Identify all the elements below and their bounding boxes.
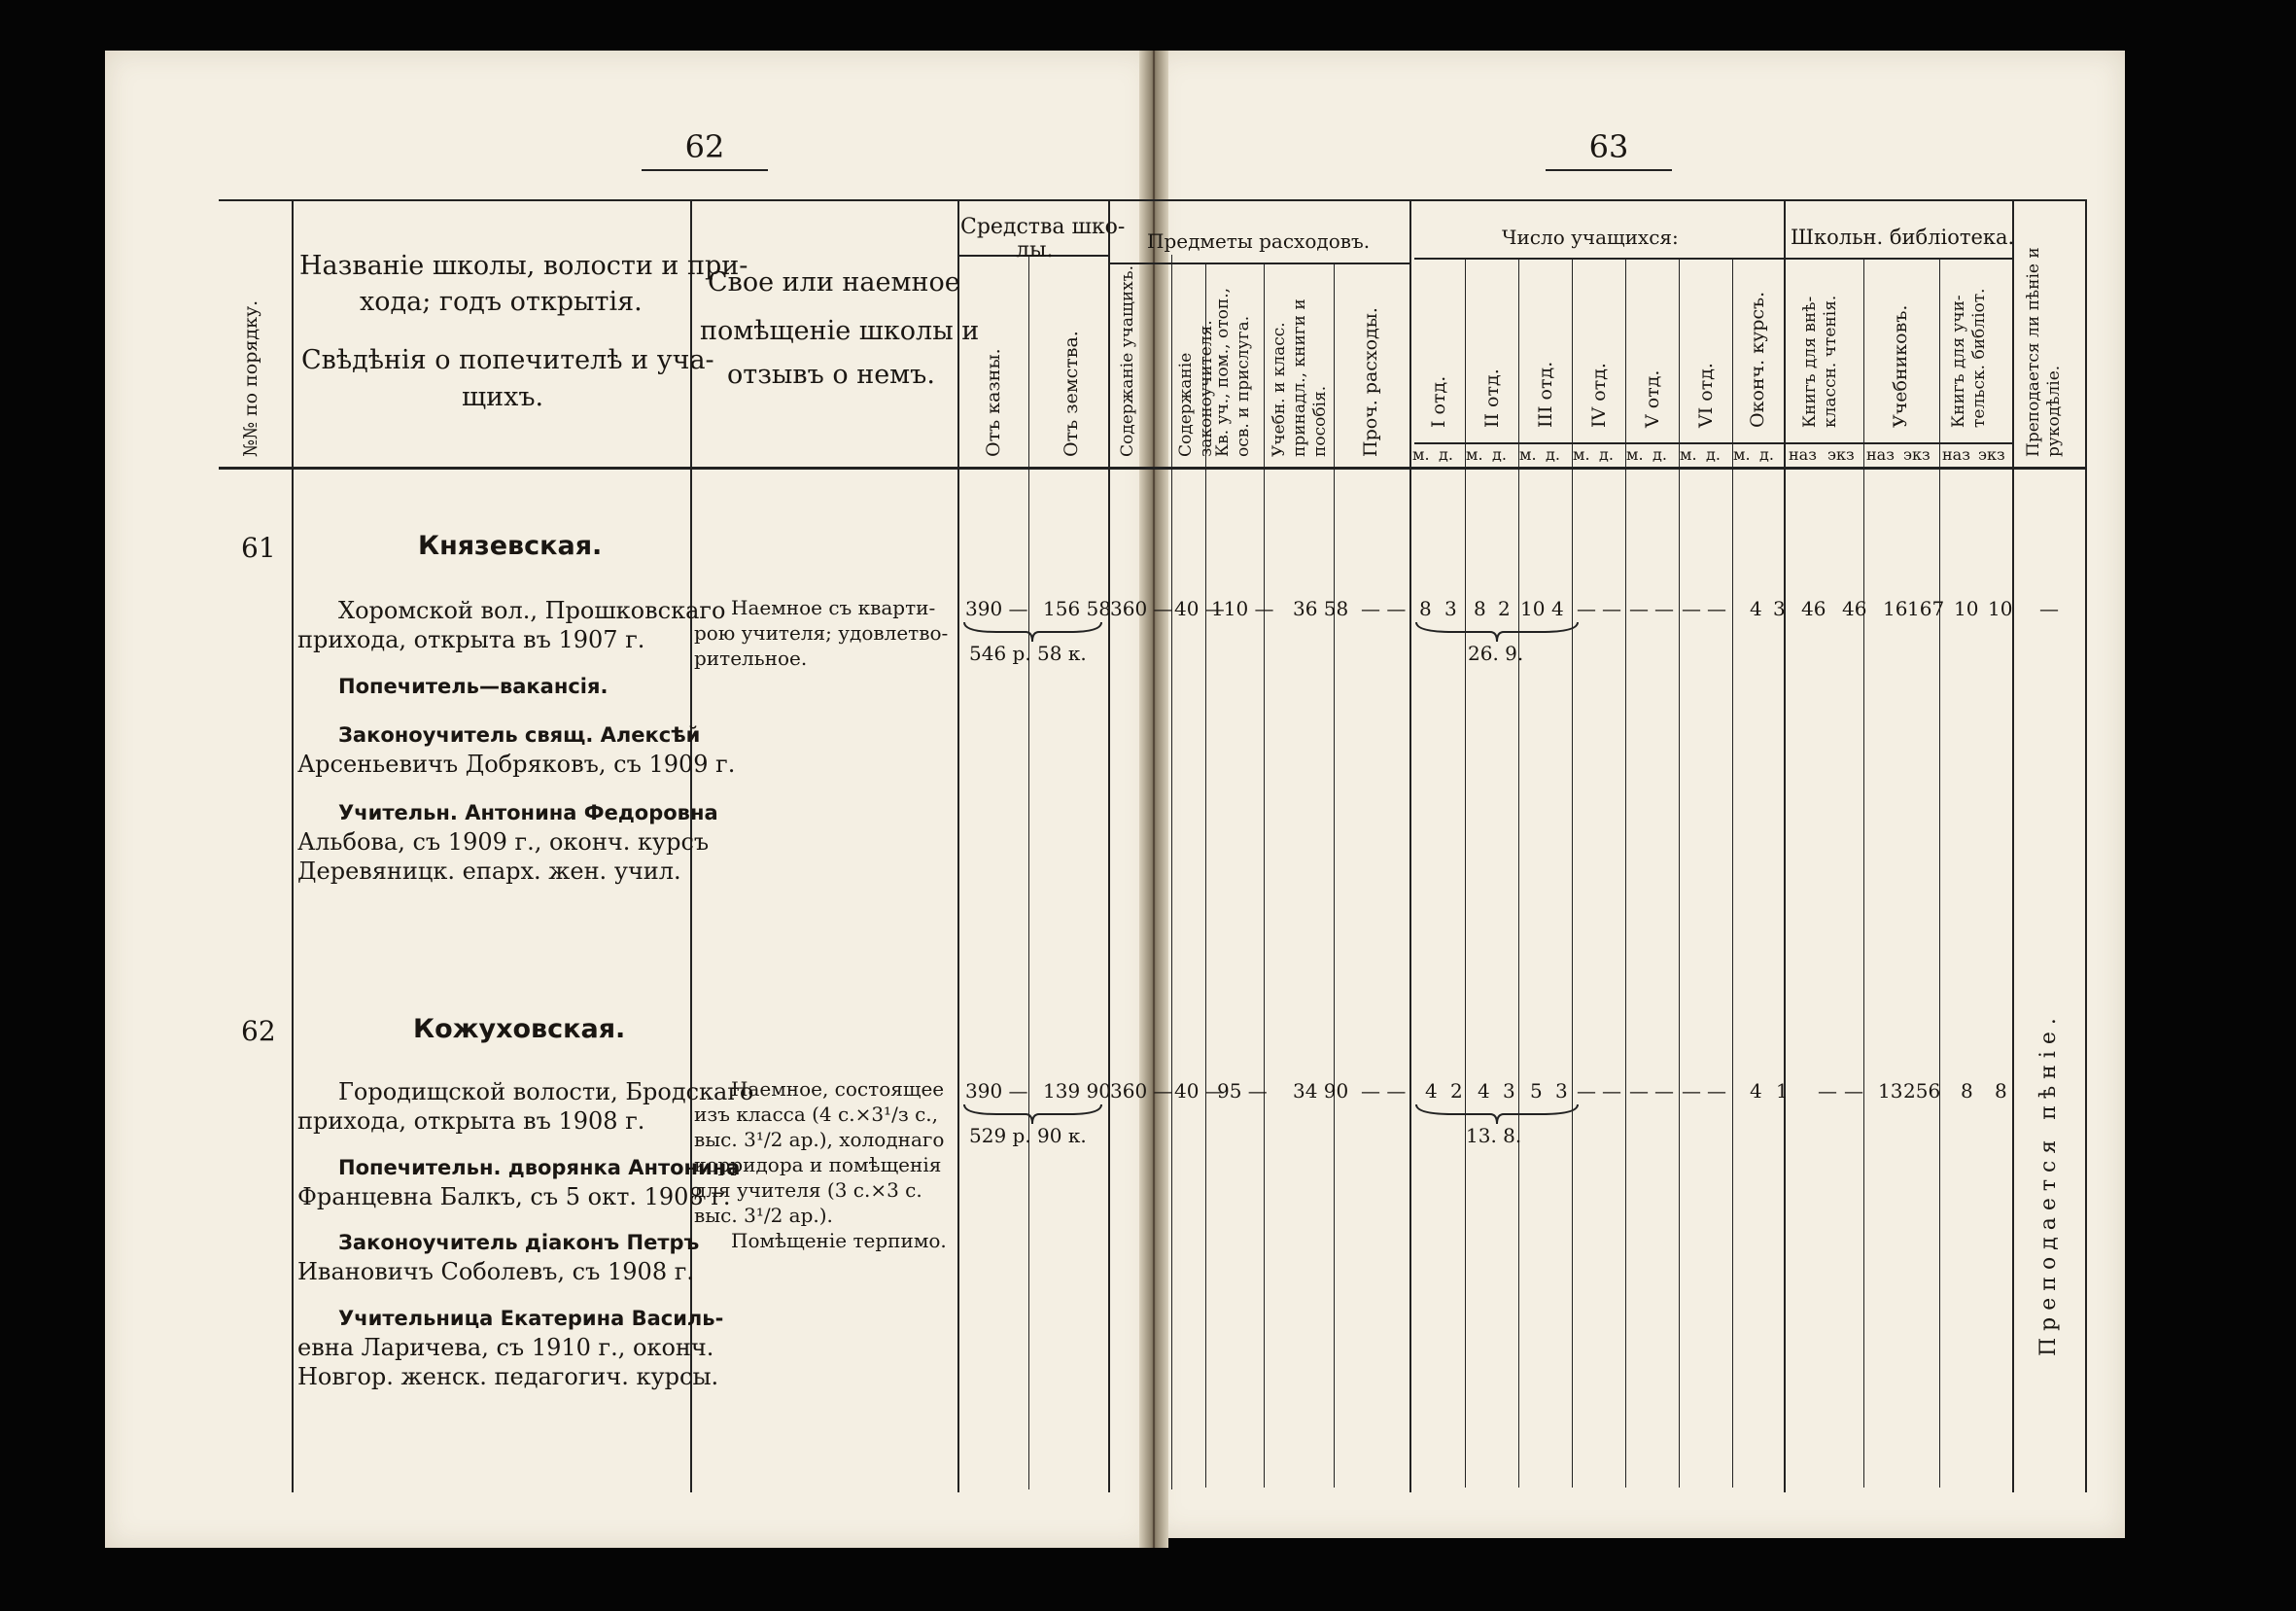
header-funds-2: лы. (1016, 238, 1054, 263)
school-other: — — (1361, 1079, 1407, 1103)
school-singing: — (2039, 597, 2059, 620)
students-1d: 3 (1444, 597, 1457, 620)
lib-value: 13 (1878, 1079, 1903, 1103)
school-premises-5: для учителя (3 с.×3 с. (694, 1178, 922, 1202)
header-singing: Преподается ли пѣніе и рукодѣліе. (2024, 247, 2064, 457)
school-teacher-2: евна Ларичева, съ 1910 г., оконч. (297, 1334, 714, 1361)
students-3m: 5 (1530, 1079, 1543, 1103)
lib-value: 16 (1883, 597, 1908, 620)
lib-value: 256 (1903, 1079, 1941, 1103)
school-law-pay: 40 — (1174, 1079, 1225, 1103)
lib-value: — (1818, 1079, 1837, 1103)
school-law-teacher-2: Ивановичъ Соболевъ, съ 1908 г. (297, 1258, 694, 1285)
school-location-2: прихода, открыта въ 1907 г. (297, 626, 645, 653)
school-law-teacher-1: Законоучитель свящ. Алексѣй (338, 723, 701, 747)
header-dept-1: I отд. (1428, 375, 1449, 428)
header-other: Проч. расходы. (1360, 307, 1381, 457)
school-finished: 4 (1750, 1079, 1762, 1103)
school-number: 62 (241, 1015, 276, 1047)
header-name-4: щихъ. (462, 382, 544, 412)
school-premises-1: Наемное, состоящее (731, 1077, 945, 1101)
students-6m: — (1682, 1079, 1701, 1103)
header-books: Учебн. и класс. принадл., книги и пособія. (1270, 298, 1330, 457)
header-name-3: Свѣдѣнія о попечителѣ и уча- (301, 345, 714, 375)
school-premises-2: рою учителя; удовлетво- (694, 621, 949, 645)
students-2m: 8 (1474, 597, 1486, 620)
header-dept-3: III отд. (1535, 361, 1556, 428)
header-name-1: Названіе школы, волости и при- (299, 251, 748, 281)
school-premises-4: корридора и помѣщенія (694, 1153, 942, 1176)
school-funds-total: 546 р. 58 к. (969, 642, 1087, 665)
book-gutter (1139, 51, 1168, 1548)
header-housing: Кв. уч., пом., отоп., осв. и прислуга. (1213, 287, 1253, 457)
right-page-number: 63 (1588, 128, 1629, 165)
students-6m: — (1682, 597, 1701, 620)
lib-value: 3 (1773, 597, 1786, 620)
school-trustee: Попечитель—вакансія. (338, 675, 609, 698)
school-treasury: 390 — (965, 597, 1028, 620)
lib-value: — (1844, 1079, 1863, 1103)
header-dept-5: V отд. (1642, 369, 1663, 428)
students-2d: 2 (1498, 597, 1511, 620)
school-name: Князевская. (418, 531, 603, 561)
lib-value: 8 (1995, 1079, 2007, 1103)
header-col-number: №№ по порядку. (240, 299, 261, 457)
lib-value: 46 (1801, 597, 1826, 620)
students-3m: 10 (1520, 597, 1546, 620)
header-lib-textbooks: Учебниковъ. (1890, 304, 1911, 428)
school-law-teacher-2: Арсеньевичъ Добряковъ, съ 1909 г. (297, 751, 736, 778)
header-students-group: Число учащихся: (1502, 226, 1679, 249)
school-books: 34 90 (1293, 1079, 1349, 1103)
header-treasury: Отъ казны. (983, 348, 1004, 457)
students-4d: — (1602, 597, 1621, 620)
funds-brace (962, 620, 1103, 644)
students-4d: — (1602, 1079, 1621, 1103)
school-housing: 95 — (1217, 1079, 1268, 1103)
left-page-number: 62 (684, 128, 725, 165)
school-location-1: Городищской волости, Бродскаго (338, 1078, 754, 1105)
school-name: Кожуховская. (413, 1014, 626, 1044)
school-singing: Преподается пѣніе. (2036, 1011, 2061, 1356)
school-zemstvo: 139 90 (1043, 1079, 1111, 1103)
header-dept-2: II отд. (1481, 368, 1503, 428)
header-lib-reading: Книгъ для внѣ-классн. чтенія. (1800, 295, 1840, 428)
header-library-group: Школьн. библіотека. (1791, 226, 2015, 249)
students-5m: — (1629, 1079, 1649, 1103)
lib-value: 167 (1907, 597, 1945, 620)
lib-value: 10 (1954, 597, 1979, 620)
school-zemstvo: 156 58 (1043, 597, 1111, 620)
school-law-teacher-1: Законоучитель діаконъ Петръ (338, 1231, 700, 1254)
header-dept-6: VI отд. (1695, 363, 1717, 428)
students-brace (1414, 620, 1580, 644)
school-premises-2: изъ класса (4 с.×3¹/з с., (694, 1103, 938, 1126)
school-trustee-2: Францевна Балкъ, съ 5 окт. 1908 г. (297, 1183, 731, 1210)
school-law-pay: 40 — (1174, 597, 1225, 620)
school-other: — — (1361, 597, 1407, 620)
school-books: 36 58 (1293, 597, 1349, 620)
students-6d: — (1707, 597, 1726, 620)
header-teachers-pay: Содержаніе учащихъ. (1118, 265, 1137, 457)
header-premises-2: помѣщеніе школы и (700, 316, 980, 346)
lib-value: 46 (1842, 597, 1867, 620)
students-brace (1414, 1103, 1580, 1126)
school-funds-total: 529 р. 90 к. (969, 1124, 1087, 1147)
students-total: 26. 9. (1468, 642, 1524, 665)
school-number: 61 (241, 532, 276, 564)
school-teacher-3: Деревяницк. епарх. жен. учил. (297, 858, 681, 885)
school-premises-7: Помѣщеніе терпимо. (731, 1229, 947, 1252)
school-teacher-3: Новгор. женск. педагогич. курсы. (297, 1363, 719, 1390)
students-5m: — (1629, 597, 1649, 620)
header-premises-1: Свое или наемное (708, 267, 960, 298)
school-teachers-pay: 360 — (1110, 1079, 1173, 1103)
school-trustee-1: Попечительн. дворянка Антонина (338, 1156, 741, 1179)
students-total: 13. 8. (1466, 1124, 1522, 1147)
lib-value: 1 (1776, 1079, 1789, 1103)
students-6d: — (1707, 1079, 1726, 1103)
header-dept-4: IV отд. (1588, 363, 1610, 428)
school-teacher-2: Альбова, съ 1909 г., оконч. курсъ (297, 828, 710, 856)
students-5d: — (1654, 597, 1674, 620)
school-location-2: прихода, открыта въ 1908 г. (297, 1107, 645, 1135)
students-4m: — (1577, 1079, 1596, 1103)
students-1m: 4 (1425, 1079, 1438, 1103)
header-finished: Оконч. курсъ. (1747, 291, 1768, 428)
students-3d: 4 (1551, 597, 1564, 620)
school-premises-3: выс. 3¹/2 ар.), холоднаго (694, 1128, 945, 1151)
school-location-1: Хоромской вол., Прошковскаго (338, 597, 726, 624)
school-housing: 110 — (1211, 597, 1274, 620)
school-teacher-1: Учительница Екатерина Василь- (338, 1307, 724, 1330)
school-finished: 4 (1750, 597, 1762, 620)
students-3d: 3 (1555, 1079, 1568, 1103)
students-2d: 3 (1503, 1079, 1515, 1103)
header-lib-teachers: Книгъ для учи-тельск. библіот. (1949, 288, 1989, 428)
header-funds-1: Средства шко- (960, 215, 1126, 239)
header-law-teacher: Содержаніе законоучителя. (1176, 320, 1216, 457)
right-page-rule (1546, 169, 1672, 171)
school-teachers-pay: 360 — (1110, 597, 1173, 620)
students-1d: 2 (1450, 1079, 1463, 1103)
left-page-rule (642, 169, 768, 171)
header-premises-3: отзывъ о немъ. (727, 360, 935, 390)
header-expenses-group: Предметы расходовъ. (1147, 229, 1371, 253)
students-1m: 8 (1419, 597, 1432, 620)
funds-brace (962, 1103, 1103, 1126)
school-premises-6: выс. 3¹/2 ар.). (694, 1204, 833, 1227)
school-teacher-1: Учительн. Антонина Федоровна (338, 801, 718, 824)
school-premises-3: рительное. (694, 647, 808, 670)
students-4m: — (1577, 597, 1596, 620)
lib-value: 8 (1961, 1079, 1973, 1103)
header-zemstvo: Отъ земства. (1061, 331, 1082, 457)
school-treasury: 390 — (965, 1079, 1028, 1103)
school-premises-1: Наемное съ кварти- (731, 596, 936, 619)
students-2m: 4 (1478, 1079, 1490, 1103)
header-name-2: хода; годъ открытія. (360, 287, 643, 317)
lib-value: 10 (1988, 597, 2013, 620)
students-5d: — (1654, 1079, 1674, 1103)
